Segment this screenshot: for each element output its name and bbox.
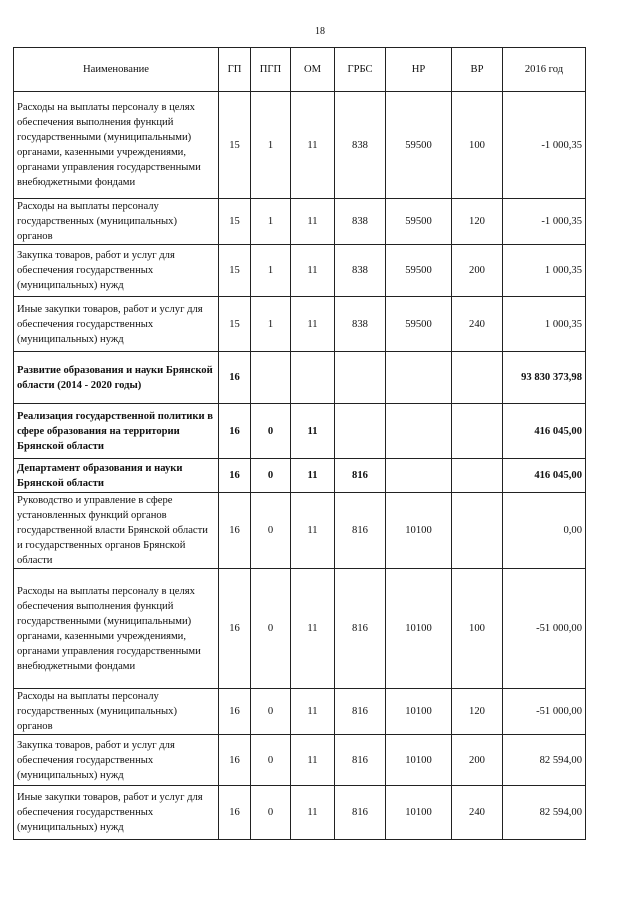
row-name: Закупка товаров, работ и услуг для обеспечения государственных (муниципальных) нужд [14, 735, 219, 786]
row-vr [452, 404, 503, 459]
row-pgp [251, 352, 291, 404]
row-grbs: 816 [335, 735, 386, 786]
header-grbs: ГРБС [335, 48, 386, 92]
row-grbs: 838 [335, 245, 386, 297]
row-om: 11 [291, 404, 335, 459]
row-gp: 16 [219, 689, 251, 735]
row-gp: 15 [219, 245, 251, 297]
row-nr: 10100 [386, 786, 452, 840]
row-vr: 100 [452, 569, 503, 689]
row-amount: -51 000,00 [503, 689, 586, 735]
row-pgp: 0 [251, 404, 291, 459]
row-amount: 1 000,35 [503, 245, 586, 297]
row-gp: 15 [219, 92, 251, 199]
row-pgp: 0 [251, 493, 291, 569]
row-name: Департамент образования и науки Брянской области [14, 459, 219, 493]
row-gp: 16 [219, 786, 251, 840]
row-grbs: 816 [335, 689, 386, 735]
row-gp: 16 [219, 459, 251, 493]
row-vr [452, 493, 503, 569]
row-om: 11 [291, 459, 335, 493]
row-grbs: 816 [335, 786, 386, 840]
table-row [14, 459, 586, 493]
row-gp: 16 [219, 735, 251, 786]
row-vr: 240 [452, 786, 503, 840]
table-row [14, 199, 586, 245]
header-gp: ГП [219, 48, 251, 92]
row-nr: 10100 [386, 735, 452, 786]
row-om [291, 352, 335, 404]
row-om: 11 [291, 297, 335, 352]
row-nr: 59500 [386, 245, 452, 297]
row-vr: 100 [452, 92, 503, 199]
table-row [14, 245, 586, 297]
header-pgp: ПГП [251, 48, 291, 92]
row-grbs: 838 [335, 297, 386, 352]
row-amount: 416 045,00 [503, 459, 586, 493]
row-vr: 120 [452, 199, 503, 245]
row-pgp: 0 [251, 569, 291, 689]
row-name: Иные закупки товаров, работ и услуг для обеспечения государственных (муниципальных) нужд [14, 297, 219, 352]
header-amount: 2016 год [503, 48, 586, 92]
row-nr [386, 459, 452, 493]
row-amount: 82 594,00 [503, 735, 586, 786]
row-om: 11 [291, 569, 335, 689]
budget-table [13, 47, 586, 840]
row-nr [386, 404, 452, 459]
row-name: Иные закупки товаров, работ и услуг для обеспечения государственных (муниципальных) нужд [14, 786, 219, 840]
header-om: ОМ [291, 48, 335, 92]
row-pgp: 1 [251, 199, 291, 245]
row-grbs: 816 [335, 459, 386, 493]
row-amount: 416 045,00 [503, 404, 586, 459]
row-amount: 0,00 [503, 493, 586, 569]
row-pgp: 0 [251, 459, 291, 493]
table-row [14, 569, 586, 689]
row-om: 11 [291, 735, 335, 786]
row-amount: -1 000,35 [503, 199, 586, 245]
row-gp: 16 [219, 493, 251, 569]
header-nr: НР [386, 48, 452, 92]
row-gp: 16 [219, 352, 251, 404]
row-grbs: 838 [335, 92, 386, 199]
table-row [14, 404, 586, 459]
table-row [14, 689, 586, 735]
row-gp: 15 [219, 199, 251, 245]
row-amount: 1 000,35 [503, 297, 586, 352]
row-name: Развитие образования и науки Брянской области (2014 - 2020 годы) [14, 352, 219, 404]
header-vr: ВР [452, 48, 503, 92]
row-vr: 200 [452, 735, 503, 786]
row-name: Расходы на выплаты персоналу государственных (муниципальных) органов [14, 199, 219, 245]
row-vr: 200 [452, 245, 503, 297]
row-amount: 82 594,00 [503, 786, 586, 840]
row-om: 11 [291, 245, 335, 297]
row-grbs: 816 [335, 493, 386, 569]
row-vr: 240 [452, 297, 503, 352]
row-nr [386, 352, 452, 404]
row-gp: 15 [219, 297, 251, 352]
row-name: Закупка товаров, работ и услуг для обеспечения государственных (муниципальных) нужд [14, 245, 219, 297]
header-name: Наименование [14, 48, 219, 92]
row-nr: 59500 [386, 92, 452, 199]
row-om: 11 [291, 493, 335, 569]
table-header-row [14, 48, 586, 92]
row-pgp: 1 [251, 92, 291, 199]
table-row [14, 92, 586, 199]
table-row [14, 493, 586, 569]
row-pgp: 1 [251, 297, 291, 352]
table-row [14, 297, 586, 352]
row-vr [452, 352, 503, 404]
row-amount: 93 830 373,98 [503, 352, 586, 404]
row-name: Руководство и управление в сфере установленных функций органов государственной власти Брянской области и государственных органов Брянской области [14, 493, 219, 569]
row-nr: 10100 [386, 689, 452, 735]
row-vr [452, 459, 503, 493]
row-amount: -1 000,35 [503, 92, 586, 199]
row-vr: 120 [452, 689, 503, 735]
row-om: 11 [291, 199, 335, 245]
row-nr: 59500 [386, 199, 452, 245]
row-om: 11 [291, 92, 335, 199]
row-name: Расходы на выплаты персоналу государственных (муниципальных) органов [14, 689, 219, 735]
page-number: 18 [315, 26, 325, 37]
row-pgp: 1 [251, 245, 291, 297]
row-grbs [335, 404, 386, 459]
table-row [14, 786, 586, 840]
row-om: 11 [291, 689, 335, 735]
row-grbs: 838 [335, 199, 386, 245]
row-pgp: 0 [251, 786, 291, 840]
row-om: 11 [291, 786, 335, 840]
row-gp: 16 [219, 404, 251, 459]
row-gp: 16 [219, 569, 251, 689]
row-nr: 59500 [386, 297, 452, 352]
row-name: Реализация государственной политики в сфере образования на территории Брянской области [14, 404, 219, 459]
row-pgp: 0 [251, 735, 291, 786]
table-row [14, 352, 586, 404]
row-grbs [335, 352, 386, 404]
row-nr: 10100 [386, 569, 452, 689]
row-nr: 10100 [386, 493, 452, 569]
row-amount: -51 000,00 [503, 569, 586, 689]
row-name: Расходы на выплаты персоналу в целях обеспечения выполнения функций государственными (муниципальными) органами, казенными учреждениями, органами управления государственными внебюджетными фондами [14, 569, 219, 689]
row-grbs: 816 [335, 569, 386, 689]
row-name: Расходы на выплаты персоналу в целях обеспечения выполнения функций государственными (муниципальными) органами, казенными учреждениями, органами управления государственными внебюджетными фондами [14, 92, 219, 199]
table-row [14, 735, 586, 786]
row-pgp: 0 [251, 689, 291, 735]
